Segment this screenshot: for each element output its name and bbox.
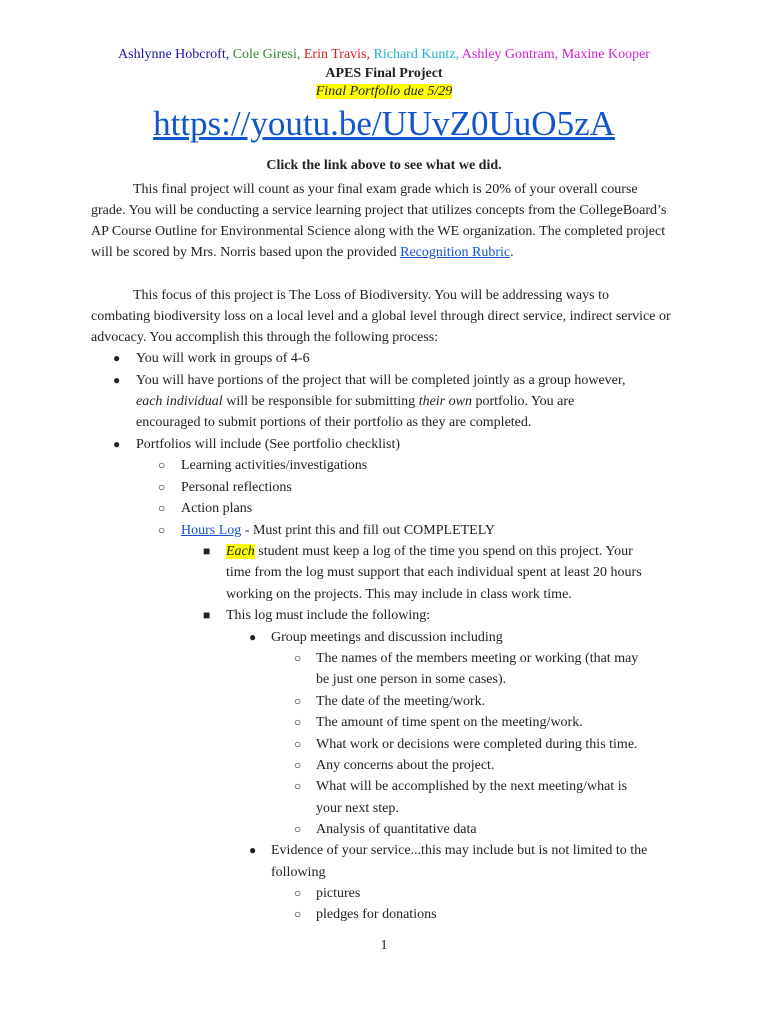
bullet-circle-icon: ○ [294,651,302,665]
list-item: Group meetings and discussion including [271,630,503,645]
list-item: You will work in groups of 4-6 [136,351,310,366]
bullet-square-icon: ■ [203,608,211,622]
page-number: 1 [380,938,388,953]
highlighted-text: Each [226,544,255,559]
list-text: portfolio. You are [471,394,575,409]
bullet-circle-icon: ○ [294,907,302,921]
author-5: Ashley Gontram, [461,47,559,62]
list-item: Learning activities/investigations [181,458,368,473]
list-item: The date of the meeting/work. [316,694,486,709]
list-item: Analysis of quantitative data [316,822,477,837]
bullet-circle-icon: ○ [294,737,302,751]
list-item: You will have portions of the project that will be completed jointly as a group however, [136,373,626,388]
bullet-circle-icon: ○ [294,715,302,729]
bullet-circle-icon: ○ [158,501,166,515]
intro-text: This final project will count as your final exam grade which is 20% of your overall course grade. You will be conducting a service learning project that utilizes concepts from the CollegeBoard’s AP Course Outline for Environmental Science along with the WE organization. The completed project will be scored by Mrs. Norris based upon the provided [91,182,667,260]
bullet-square-icon: ■ [203,544,211,558]
bullet-disc-icon: ● [249,630,257,644]
list-item: Evidence of your service...this may include but is not limited to the [271,843,648,858]
list-item: Personal reflections [181,480,292,495]
due-date-text: Final Portfolio due 5/29 [315,84,453,99]
list-item-continued: be just one person in some cases). [316,672,507,687]
bullet-disc-icon: ● [113,437,121,451]
bullet-circle-icon: ○ [294,822,302,836]
author-6: Maxine Kooper [561,47,650,62]
list-item: What work or decisions were completed during this time. [316,737,638,752]
focus-text: This focus of this project is The Loss of Biodiversity. You will be addressing ways to combating biodiversity loss on a local level and a global level through direct service, indirect service or advocacy. You accomplish this through the following process: [91,288,671,345]
list-text: will be responsible for submitting [222,394,419,409]
intro-tail: . [510,245,514,260]
list-item: Action plans [181,501,253,516]
emphasis-text: each individual [136,394,223,409]
bullet-circle-icon: ○ [158,480,166,494]
bullet-disc-icon: ● [113,351,121,365]
list-item: The names of the members meeting or working (that may [316,651,639,666]
bullet-disc-icon: ● [249,843,257,857]
list-item-continued: your next step. [316,801,399,816]
list-item-continued: encouraged to submit portions of their portfolio as they are completed. [136,415,532,430]
list-item [226,541,633,562]
doc-subtitle [0,84,768,100]
author-3: Erin Travis, [303,47,370,62]
click-note: Click the link above to see what we did. [266,158,502,173]
bullet-circle-icon: ○ [294,886,302,900]
list-text: student must keep a log of the time you spend on this project. Your [254,544,633,559]
author-4: Richard Kuntz, [373,47,460,62]
list-item: The amount of time spent on the meeting/work. [316,715,583,730]
video-link[interactable]: https://youtu.be/UUvZ0UuO5zA [153,104,615,143]
list-item: pledges for donations [316,907,437,922]
list-item [181,520,495,541]
bullet-disc-icon: ● [113,373,121,387]
bullet-circle-icon: ○ [294,779,302,793]
author-list [0,47,768,63]
list-item-continued: time from the log must support that each individual spent at least 20 hours [226,565,642,580]
bullet-circle-icon: ○ [158,523,166,537]
list-item: This log must include the following: [226,608,431,623]
bullet-circle-icon: ○ [158,458,166,472]
author-2: Cole Giresi, [232,47,301,62]
bullet-circle-icon: ○ [294,758,302,772]
author-1: Ashlynne Hobcroft, [118,47,230,62]
list-item-continued [136,391,574,412]
bullet-circle-icon: ○ [294,694,302,708]
focus-paragraph [91,285,671,348]
list-item: What will be accomplished by the next meeting/what is [316,779,628,794]
list-item-continued: working on the projects. This may include in class work time. [226,587,572,602]
list-item-continued: following [271,865,326,880]
list-item: pictures [316,886,361,901]
recognition-rubric-link[interactable]: Recognition Rubric [400,245,511,260]
emphasis-text: their own [418,394,472,409]
list-text: - Must print this and fill out COMPLETELY [241,523,495,538]
intro-paragraph [91,179,671,263]
hours-log-link[interactable]: Hours Log [181,523,242,538]
list-item: Any concerns about the project. [316,758,495,773]
doc-title: APES Final Project [325,66,443,81]
list-item: Portfolios will include (See portfolio checklist) [136,437,401,452]
